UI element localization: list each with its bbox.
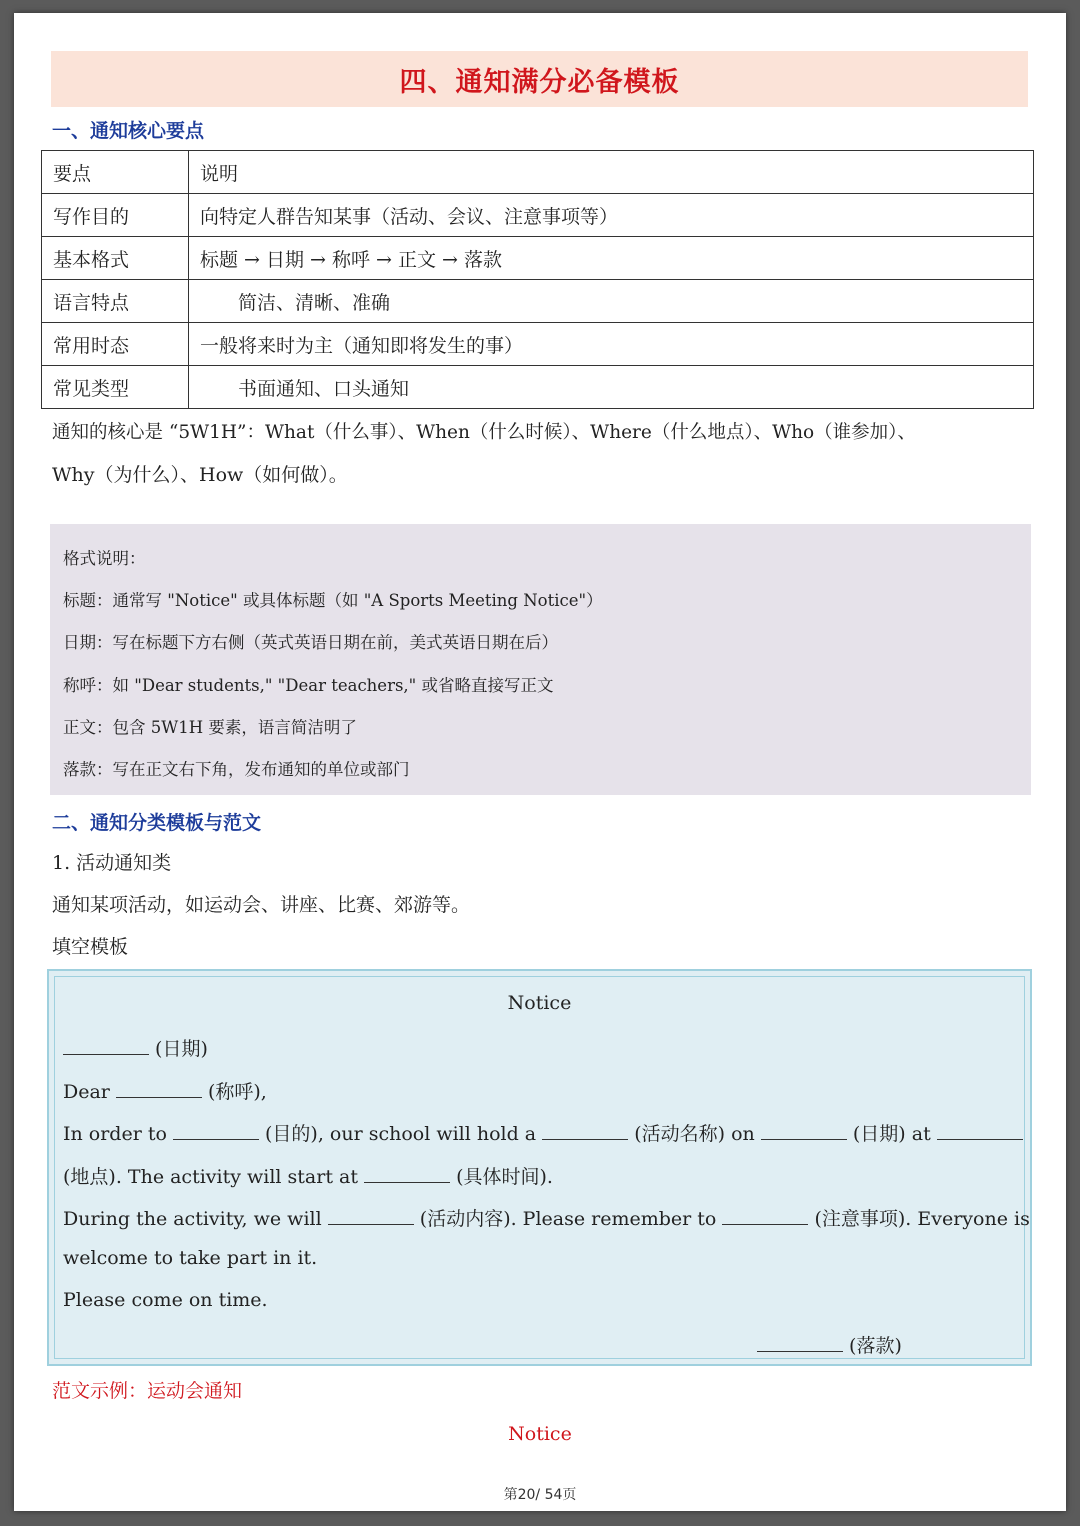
blank-line: [542, 1122, 628, 1140]
table-cell: 简洁、清晰、准确: [189, 280, 1034, 323]
table-cell: 语言特点: [42, 280, 189, 323]
document-page: [14, 13, 1066, 1511]
fill-in-template-box: [47, 969, 1032, 1366]
blank-line: [757, 1334, 843, 1352]
template-body-line1: In order to (目的), our school will hold a (活动名称) on (日期) at: [63, 1119, 1023, 1146]
page-number: 第20/ 54页: [503, 1487, 577, 1503]
template-date-line: (日期): [63, 1034, 208, 1061]
table-cell: 常用时态: [42, 323, 189, 366]
table-cell: 要点: [42, 151, 189, 194]
table-cell: 标题 → 日期 → 称呼 → 正文 → 落款: [189, 237, 1034, 280]
table-cell: 写作目的: [42, 194, 189, 237]
format-notes-heading: 格式说明：: [63, 549, 146, 568]
blank-line: [761, 1122, 847, 1140]
template-salutation-line: Dear (称呼),: [63, 1081, 267, 1103]
title-banner: [51, 51, 1028, 107]
blank-line: [722, 1207, 808, 1225]
core-points-table: [41, 150, 1034, 409]
blank-line: [328, 1207, 414, 1225]
subsection-title: 1. 活动通知类: [52, 852, 172, 874]
template-closing-line: Please come on time.: [63, 1289, 268, 1311]
table-row: [42, 194, 1034, 237]
table-row: [42, 237, 1034, 280]
blank-line: [173, 1122, 259, 1140]
core-5w1h-text-line1: 通知的核心是 “5W1H”：What（什么事）、When（什么时候）、Where（什么地点）、Who（谁参加）、: [52, 422, 916, 443]
template-body-line4: welcome to take part in it.: [63, 1247, 318, 1269]
format-note-line: 落款：写在正文右下角，发布通知的单位或部门: [63, 760, 410, 779]
table-row: [42, 151, 1034, 194]
template-signature-line: (落款): [757, 1331, 902, 1358]
section-heading-core-points: 一、通知核心要点: [52, 120, 205, 142]
section-heading-templates: 二、通知分类模板与范文: [52, 812, 262, 834]
core-5w1h-text-line2: Why（为什么）、How（如何做）。: [52, 464, 348, 486]
table-row: [42, 323, 1034, 366]
table-row: [42, 366, 1034, 409]
format-notes-box: [50, 524, 1031, 795]
blank-line: [364, 1165, 450, 1183]
format-note-line: 正文：包含 5W1H 要素，语言简洁明了: [63, 718, 357, 737]
table-cell: 向特定人群告知某事（活动、会议、注意事项等）: [189, 194, 1034, 237]
table-cell: 一般将来时为主（通知即将发生的事）: [189, 323, 1034, 366]
blank-line: [63, 1037, 149, 1055]
table-cell: 说明: [189, 151, 1034, 194]
table-cell: 常见类型: [42, 366, 189, 409]
template-body-line3: During the activity, we will (活动内容). Please remember to (注意事项). Everyone is: [63, 1208, 1030, 1230]
blank-line: [937, 1122, 1023, 1140]
page-title: 四、通知满分必备模板: [399, 66, 680, 98]
example-title: Notice: [508, 1423, 572, 1445]
subsection-description: 通知某项活动，如运动会、讲座、比赛、郊游等。: [52, 894, 471, 916]
template-title: Notice: [507, 992, 572, 1014]
table-row: [42, 280, 1034, 323]
fill-template-label: 填空模板: [52, 936, 129, 958]
table-cell: 基本格式: [42, 237, 189, 280]
table-cell: 书面通知、口头通知: [189, 366, 1034, 409]
blank-line: [116, 1080, 202, 1098]
template-body-line2: (地点). The activity will start at (具体时间).: [63, 1166, 553, 1188]
format-note-line: 日期：写在标题下方右侧（英式英语日期在前，美式英语日期在后）: [63, 633, 558, 652]
example-label: 范文示例：运动会通知: [52, 1380, 243, 1402]
format-note-line: 称呼：如 "Dear students," "Dear teachers," 或省略直接写正文: [63, 676, 554, 695]
format-note-line: 标题：通常写 "Notice" 或具体标题（如 "A Sports Meeting Notice"）: [63, 591, 603, 610]
